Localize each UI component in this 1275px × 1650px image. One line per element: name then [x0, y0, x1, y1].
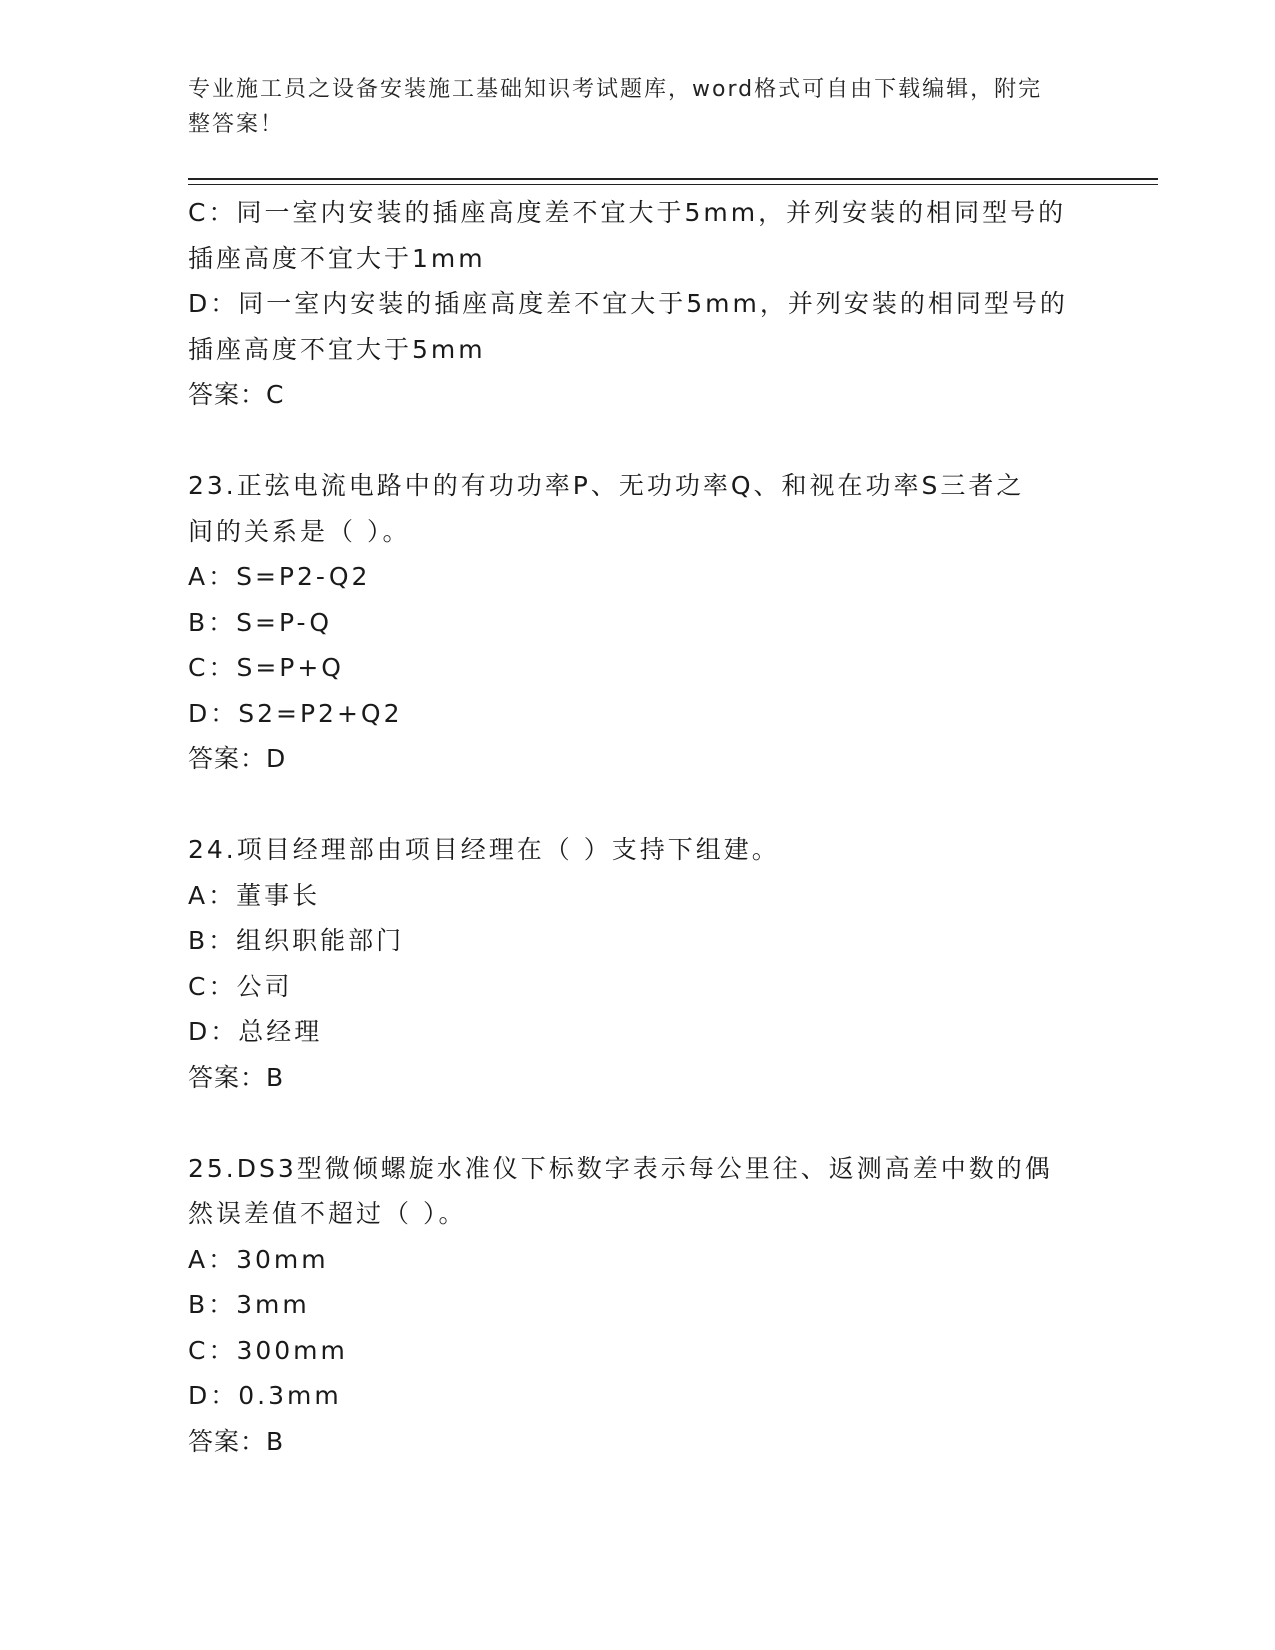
answer: 答案：C: [188, 380, 285, 409]
question-22-tail: [188, 190, 1088, 418]
answer: 答案：B: [188, 1062, 285, 1092]
option-d: D：总经理: [188, 1017, 323, 1046]
option-d: D：0.3mm: [188, 1381, 342, 1410]
header-line-2: 整答案！: [188, 112, 285, 137]
option-c-line-2: 插座高度不宜大于1mm: [188, 243, 486, 273]
document-header: [188, 72, 1068, 142]
option-c: C：300mm: [188, 1335, 348, 1365]
question-stem-line-2: 然误差值不超过（ ）。: [188, 1199, 467, 1228]
option-d-line-2: 插座高度不宜大于5mm: [188, 334, 486, 364]
question-list: [188, 190, 1088, 1464]
option-c: C：S=P+Q: [188, 653, 344, 682]
option-d-line-1: D：同一室内安装的插座高度差不宜大于5mm，并列安装的相同型号的: [188, 289, 1068, 318]
header-divider-thick: [188, 178, 1158, 180]
answer: 答案：D: [188, 744, 287, 773]
question-stem: 24.项目经理部由项目经理在（ ）支持下组建。: [188, 835, 780, 864]
option-c: C：公司: [188, 971, 293, 1001]
option-a: A：董事长: [188, 880, 321, 910]
option-b: B：S=P-Q: [188, 607, 333, 637]
header-line-1: 专业施工员之设备安装施工基础知识考试题库，word格式可自由下载编辑，附完: [188, 77, 1043, 102]
option-c-line-1: C：同一室内安装的插座高度差不宜大于5mm，并列安装的相同型号的: [188, 198, 1067, 227]
spacer: [188, 418, 1088, 464]
question-stem-line-1: 23.正弦电流电路中的有功功率P、无功功率Q、和视在功率S三者之: [188, 471, 1025, 500]
question-25: [188, 1146, 1088, 1465]
answer: 答案：B: [188, 1426, 285, 1456]
question-stem-line-2: 间的关系是（ ）。: [188, 516, 411, 546]
option-a: A：30mm: [188, 1244, 329, 1274]
option-a: A：S=P2-Q2: [188, 562, 371, 591]
option-b: B：组织职能部门: [188, 926, 405, 955]
question-23: [188, 463, 1088, 782]
question-stem-line-1: 25.DS3型微倾螺旋水准仪下标数字表示每公里往、返测高差中数的偶: [188, 1153, 1053, 1183]
question-24: [188, 827, 1088, 1100]
option-d: D：S2=P2+Q2: [188, 698, 403, 728]
spacer: [188, 1100, 1088, 1146]
header-divider-thin: [188, 184, 1158, 185]
option-b: B：3mm: [188, 1290, 310, 1319]
spacer: [188, 782, 1088, 828]
